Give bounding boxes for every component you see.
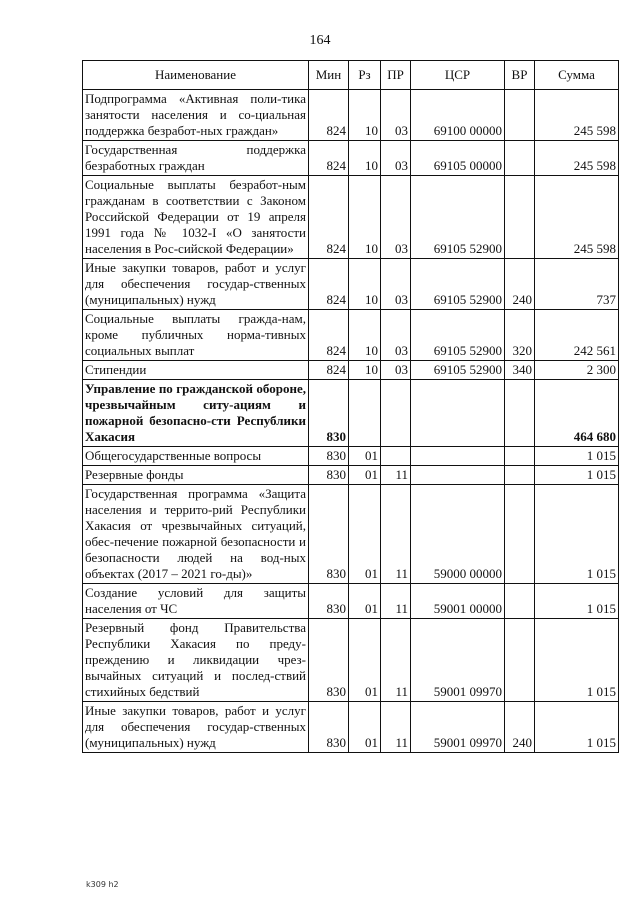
cell-min: 830 [309, 619, 349, 702]
cell-min: 824 [309, 176, 349, 259]
cell-rz: 01 [349, 619, 381, 702]
cell-rz: 10 [349, 141, 381, 176]
cell-min: 824 [309, 141, 349, 176]
cell-rz: 01 [349, 447, 381, 466]
cell-rz: 01 [349, 584, 381, 619]
cell-pr: 03 [381, 310, 411, 361]
cell-csr: 59001 00000 [411, 584, 505, 619]
table-row [83, 310, 619, 361]
column-header-sum: Сумма [535, 61, 619, 90]
cell-sum: 464 680 [535, 380, 619, 447]
cell-csr: 59000 00000 [411, 485, 505, 584]
cell-csr: 59001 09970 [411, 702, 505, 753]
cell-name: Иные закупки товаров, работ и услуг для обеспечения государ-ственных (муниципальных) нужд [83, 259, 309, 310]
cell-vr [505, 619, 535, 702]
cell-vr [505, 466, 535, 485]
column-header-vr: ВР [505, 61, 535, 90]
table-row [83, 702, 619, 753]
cell-min: 824 [309, 310, 349, 361]
table-row [83, 447, 619, 466]
table-row [83, 485, 619, 584]
cell-sum: 1 015 [535, 619, 619, 702]
cell-name: Управление по гражданской обороне, чрезвычайным ситу-ациям и пожарной безопасно-сти Республики Хакасия [83, 380, 309, 447]
cell-pr: 03 [381, 141, 411, 176]
cell-sum: 245 598 [535, 141, 619, 176]
cell-name: Общегосударственные вопросы [83, 447, 309, 466]
table-row [83, 380, 619, 447]
cell-name: Государственная поддержка безработных граждан [83, 141, 309, 176]
cell-csr [411, 466, 505, 485]
cell-name: Создание условий для защиты населения от ЧС [83, 584, 309, 619]
cell-sum: 1 015 [535, 485, 619, 584]
table-row [83, 361, 619, 380]
cell-sum: 1 015 [535, 447, 619, 466]
cell-min: 824 [309, 259, 349, 310]
cell-csr [411, 447, 505, 466]
cell-name: Резервный фонд Правительства Республики Хакасия по преду-преждению и ликвидации чрез-вычайных ситуаций и послед-ствий стихийных бедствий [83, 619, 309, 702]
table-row [83, 141, 619, 176]
cell-sum: 737 [535, 259, 619, 310]
cell-sum: 1 015 [535, 702, 619, 753]
column-header-name: Наименование [83, 61, 309, 90]
table-row [83, 90, 619, 141]
cell-vr: 340 [505, 361, 535, 380]
cell-vr [505, 584, 535, 619]
cell-csr: 69105 52900 [411, 176, 505, 259]
cell-pr [381, 380, 411, 447]
cell-sum: 2 300 [535, 361, 619, 380]
cell-rz: 10 [349, 310, 381, 361]
cell-csr: 69105 52900 [411, 361, 505, 380]
column-header-rz: Рз [349, 61, 381, 90]
column-header-min: Мин [309, 61, 349, 90]
cell-min: 830 [309, 380, 349, 447]
cell-min: 824 [309, 90, 349, 141]
cell-name: Резервные фонды [83, 466, 309, 485]
cell-pr: 03 [381, 90, 411, 141]
cell-vr [505, 176, 535, 259]
table-row [83, 584, 619, 619]
cell-vr [505, 90, 535, 141]
footer-code: k309 h2 [86, 880, 119, 889]
page-number: 164 [309, 33, 331, 48]
cell-min: 830 [309, 584, 349, 619]
cell-pr: 11 [381, 584, 411, 619]
cell-vr: 240 [505, 702, 535, 753]
cell-name: Иные закупки товаров, работ и услуг для обеспечения государ-ственных (муниципальных) нужд [83, 702, 309, 753]
cell-name: Социальные выплаты гражда-нам, кроме публичных норма-тивных социальных выплат [83, 310, 309, 361]
cell-min: 824 [309, 361, 349, 380]
cell-name: Стипендии [83, 361, 309, 380]
cell-min: 830 [309, 447, 349, 466]
budget-table [82, 60, 619, 753]
cell-csr [411, 380, 505, 447]
cell-pr [381, 447, 411, 466]
cell-pr: 11 [381, 466, 411, 485]
cell-pr: 03 [381, 361, 411, 380]
cell-vr [505, 485, 535, 584]
cell-rz [349, 380, 381, 447]
cell-rz: 10 [349, 176, 381, 259]
cell-rz: 10 [349, 259, 381, 310]
cell-csr: 69105 52900 [411, 310, 505, 361]
cell-pr: 03 [381, 176, 411, 259]
cell-sum: 242 561 [535, 310, 619, 361]
cell-vr: 320 [505, 310, 535, 361]
cell-csr: 59001 09970 [411, 619, 505, 702]
table-row [83, 466, 619, 485]
cell-csr: 69100 00000 [411, 90, 505, 141]
table-row [83, 619, 619, 702]
cell-min: 830 [309, 466, 349, 485]
cell-rz: 10 [349, 361, 381, 380]
table-header-row [83, 61, 619, 90]
cell-name: Социальные выплаты безработ-ным гражданам в соответствии с Законом Российской Федерации от 19 апреля 1991 года № 1032-I «О занятости населения в Рос-сийской Федерации» [83, 176, 309, 259]
column-header-pr: ПР [381, 61, 411, 90]
table-row [83, 259, 619, 310]
cell-vr [505, 380, 535, 447]
cell-sum: 1 015 [535, 466, 619, 485]
table-row [83, 176, 619, 259]
cell-vr: 240 [505, 259, 535, 310]
cell-sum: 245 598 [535, 90, 619, 141]
cell-pr: 03 [381, 259, 411, 310]
cell-sum: 1 015 [535, 584, 619, 619]
cell-pr: 11 [381, 485, 411, 584]
cell-csr: 69105 00000 [411, 141, 505, 176]
cell-name: Государственная программа «Защита населения и террито-рий Республики Хакасия от чрезвычайных ситуаций, обес-печение пожарной безопасности и безопасности людей на вод-ных объектах (2017 – 2021 го-ды)» [83, 485, 309, 584]
cell-sum: 245 598 [535, 176, 619, 259]
cell-csr: 69105 52900 [411, 259, 505, 310]
cell-rz: 10 [349, 90, 381, 141]
cell-rz: 01 [349, 466, 381, 485]
cell-vr [505, 447, 535, 466]
column-header-csr: ЦСР [411, 61, 505, 90]
cell-rz: 01 [349, 485, 381, 584]
cell-pr: 11 [381, 702, 411, 753]
cell-rz: 01 [349, 702, 381, 753]
table-body [83, 90, 619, 753]
cell-name: Подпрограмма «Активная поли-тика занятости населения и со-циальная поддержка безработ-ных граждан» [83, 90, 309, 141]
cell-min: 830 [309, 485, 349, 584]
cell-vr [505, 141, 535, 176]
cell-min: 830 [309, 702, 349, 753]
cell-pr: 11 [381, 619, 411, 702]
